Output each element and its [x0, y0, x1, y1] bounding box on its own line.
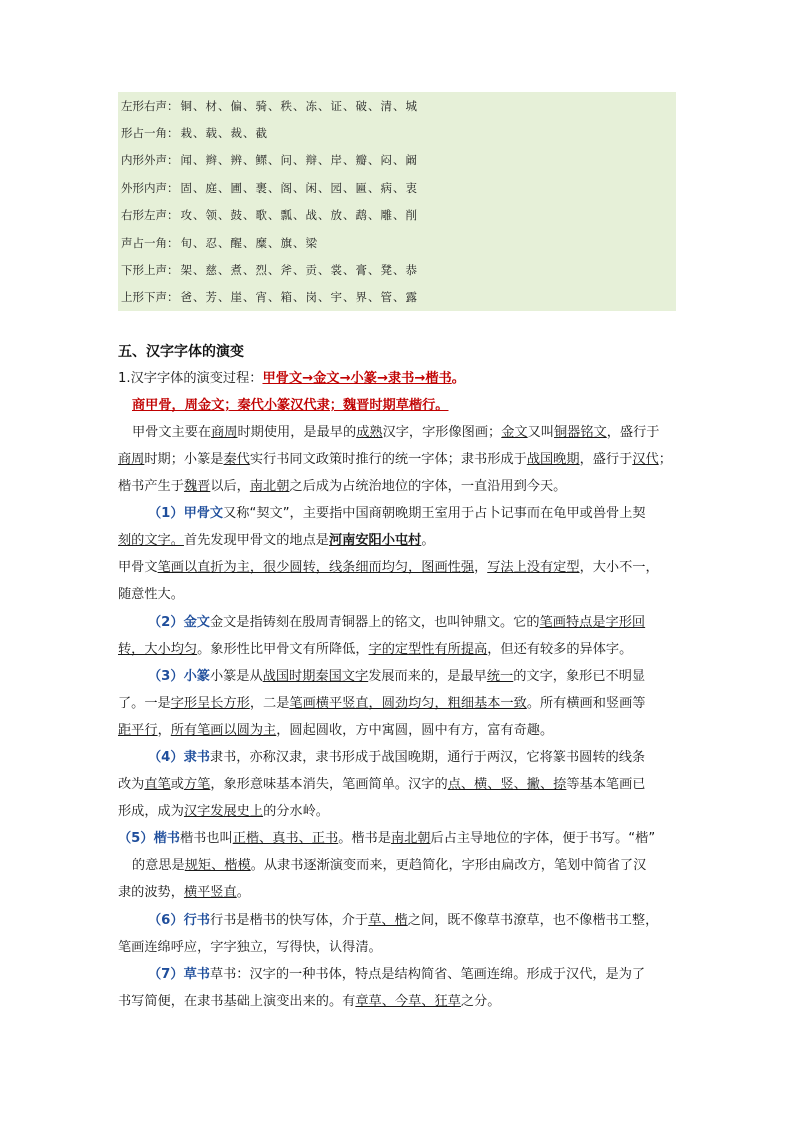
text: 魏晋	[183, 479, 211, 494]
text: 甲骨文主要在	[132, 425, 212, 440]
intro-line-2	[118, 450, 672, 470]
running-line-2	[118, 938, 382, 958]
text: 楷书也叫	[179, 831, 233, 846]
item-number: （5）	[118, 831, 154, 846]
text: ，圆起圆收，方中寓圆，圆中有方，富有奇趣。	[276, 723, 554, 738]
text: 时期；小篆是	[144, 452, 224, 467]
cursive-line-2	[118, 992, 500, 1012]
text: 隶书，亦称汉隶，隶书形成于战国晚期，通行于两汉，它将篆书圆转的线条	[209, 750, 646, 765]
text: 章草、今草、狂草	[355, 994, 461, 1009]
text: 甲骨文	[118, 560, 158, 575]
mnemonic-line	[132, 396, 449, 416]
text: ，二是	[249, 696, 290, 711]
row-label: 内形外声：	[121, 153, 179, 168]
row-chars: 固、庭、圃、裹、阁、闲、园、匾、病、衷	[180, 180, 418, 195]
text: 字的定型性有所提高	[368, 642, 488, 657]
item-name: 草书	[183, 967, 210, 982]
text: 笔画横平竖直，圆劲均匀，粗细基本一致	[289, 696, 527, 711]
table-row	[118, 229, 676, 256]
text: 方笔	[183, 777, 211, 792]
item-number: （1）	[148, 506, 184, 521]
text: 。所有横画和竖画等	[526, 696, 646, 711]
item-name: 甲骨文	[183, 506, 224, 521]
item-name: 楷书	[153, 831, 180, 846]
text: 笔画连绵呼应，字字独立，写得快，认得清。	[118, 940, 382, 955]
oracle-line-1	[148, 504, 646, 524]
process-end: 。	[451, 371, 465, 386]
text: 横平竖直	[183, 885, 237, 900]
text: 秦代	[223, 452, 250, 467]
row-chars: 铜、材、偏、骑、秩、冻、证、破、清、城	[180, 98, 418, 113]
text: 首先发现甲骨文的地点是	[183, 533, 329, 548]
text: 之后成为占统治地位的字体，一直沿用到今天。	[289, 479, 567, 494]
text: 直笔	[144, 777, 171, 792]
text: 点、横、竖、撇、捺	[447, 777, 567, 792]
text: 以后，	[210, 479, 250, 494]
process-line	[118, 369, 465, 389]
text: 规矩、楷模	[184, 858, 251, 873]
oracle-line-2	[118, 531, 435, 551]
text: ，象形意味基本消失，笔画简单。汉字的	[210, 777, 448, 792]
text: ，	[474, 560, 488, 575]
oracle-line-4	[118, 585, 184, 605]
item-number: （4）	[148, 750, 184, 765]
text: 成熟	[356, 425, 383, 440]
text: 。楷书是	[338, 831, 391, 846]
process-chain: 甲骨文→金文→小篆→隶书→楷书	[262, 371, 452, 386]
text: 之分。	[460, 994, 501, 1009]
row-chars: 旬、忍、醒、糜、旗、梁	[180, 235, 318, 250]
text: 。	[236, 885, 250, 900]
text: ，	[157, 723, 171, 738]
item-number: （3）	[148, 669, 184, 684]
bronze-line-1	[148, 613, 645, 633]
text: 又叫	[527, 425, 554, 440]
text: ，盛行于	[579, 452, 633, 467]
row-chars: 闻、辫、辨、鳏、问、辩、岸、瓣、闷、阚	[180, 153, 418, 168]
text: 河南安阳小屯村	[329, 533, 422, 548]
text: 随意性大。	[118, 587, 184, 602]
text: 汉字发展史上	[183, 804, 264, 819]
text: 形成，成为	[118, 804, 184, 819]
text: 等基本笔画已	[566, 777, 646, 792]
text: 改为	[118, 777, 145, 792]
text: 。象形性比甲骨文有所降低，	[197, 642, 369, 657]
text: 的文字，象形已不明显	[513, 669, 646, 684]
text: 的分水岭。	[263, 804, 329, 819]
text: 金文	[501, 425, 528, 440]
text: 发展而来的，是最早	[368, 669, 487, 684]
table-row	[118, 256, 676, 283]
row-label: 下形上声：	[121, 263, 179, 278]
text: 汉字，字形像图画；	[382, 425, 502, 440]
table-row	[118, 202, 676, 229]
text: 了。一是	[118, 696, 171, 711]
text: ，大小不一，	[579, 560, 659, 575]
item-number: （2）	[148, 615, 184, 630]
table-row	[118, 119, 676, 146]
text: 楷书产生于	[118, 479, 184, 494]
text: 笔画特点是字形回	[539, 615, 646, 630]
seal-line-2	[118, 694, 646, 714]
row-chars: 攻、领、鼓、歌、瓢、战、放、鹉、雕、削	[180, 208, 418, 223]
regular-line-1	[118, 829, 655, 849]
running-line-1	[148, 911, 658, 931]
text: 后占主导地位的字体，便于书写。“楷”	[430, 831, 656, 846]
text: 统一	[486, 669, 514, 684]
row-chars: 架、慈、煮、烈、斧、贡、裳、膏、凳、恭	[180, 263, 418, 278]
cursive-line-1	[148, 965, 645, 985]
clerical-line-3	[118, 802, 329, 822]
text: 金文是指铸刻在殷周青铜器上的铭文，也叫钟鼎文。它的	[209, 615, 540, 630]
text: 草、楷	[368, 913, 408, 928]
text: 汉代	[632, 452, 659, 467]
text: 的意思是	[132, 858, 185, 873]
text: 。从隶书逐渐演变而来，更趋简化，字形由扁改方，笔划中简省了汉	[250, 858, 647, 873]
text: 书写简便，在隶书基础上演变出来的。有	[118, 994, 356, 1009]
text: 铜器铭文	[554, 425, 607, 440]
text: 商周	[118, 452, 145, 467]
item-number: （6）	[148, 913, 184, 928]
item-name: 行书	[183, 913, 210, 928]
item-name: 隶书	[183, 750, 210, 765]
seal-line-3	[118, 721, 553, 741]
text: 又称“契文”，主要指中国商朝晚期王室用于占卜记事而在龟甲或兽骨上契	[223, 506, 646, 521]
row-label: 右形左声：	[121, 208, 179, 223]
row-label: 外形内声：	[121, 180, 179, 195]
table-row	[118, 174, 676, 201]
text: 时期使用，是最早的	[237, 425, 357, 440]
text: 或	[170, 777, 184, 792]
text: ；	[658, 452, 672, 467]
process-prefix: 1.汉字字体的演变过程：	[118, 371, 263, 386]
text: 距平行	[118, 723, 158, 738]
text: 南北朝	[390, 831, 431, 846]
text: 战国时期秦国文字	[262, 669, 369, 684]
regular-line-3	[118, 883, 250, 903]
text: 小篆是从	[209, 669, 263, 684]
text: 字形呈长方形	[170, 696, 250, 711]
row-label: 形占一角：	[121, 126, 179, 141]
text: 笔画以直折为主，很少圆转，线条细而均匀，图画性强	[157, 560, 475, 575]
text: 转，大小均匀	[118, 642, 198, 657]
intro-line-1	[132, 423, 660, 443]
row-label: 声占一角：	[121, 235, 179, 250]
text: 实行书同文政策时推行的统一字体；隶书形成于	[249, 452, 527, 467]
text: 刻的文字。	[118, 533, 184, 548]
text: 南北朝	[249, 479, 290, 494]
row-chars: 爸、芳、崖、宵、箱、岗、宇、界、管、露	[180, 290, 418, 305]
table-row	[118, 147, 676, 174]
bronze-line-2	[118, 640, 632, 660]
text: 隶的波势，	[118, 885, 184, 900]
mnemonic-text: 商甲骨，周金文；秦代小篆汉代隶；魏晋时期草楷行。	[132, 398, 449, 413]
char-structure-table	[118, 92, 676, 311]
regular-line-2	[132, 856, 646, 876]
clerical-line-2	[118, 775, 646, 795]
intro-line-3	[118, 477, 566, 497]
section-title: 五、汉字字体的演变	[118, 344, 244, 360]
row-chars: 栽、载、裁、截	[180, 126, 268, 141]
text: 行书是楷书的快写体，介于	[209, 913, 369, 928]
seal-line-1	[148, 667, 645, 687]
text: 。	[421, 533, 435, 548]
item-name: 小篆	[183, 669, 210, 684]
text: 写法上没有定型	[487, 560, 580, 575]
text: 之间，既不像草书潦草，也不像楷书工整，	[407, 913, 659, 928]
clerical-line-1	[148, 748, 645, 768]
table-row	[118, 284, 676, 311]
text: 战国晚期	[526, 452, 580, 467]
text: 正楷、真书、正书	[232, 831, 339, 846]
row-label: 左形右声：	[121, 98, 179, 113]
oracle-line-3	[118, 558, 659, 578]
table-row	[118, 92, 676, 119]
text: ，盛行于	[606, 425, 660, 440]
row-label: 上形下声：	[121, 290, 179, 305]
item-name: 金文	[183, 615, 210, 630]
text: ，但还有较多的异体字。	[487, 642, 633, 657]
text: 商周	[211, 425, 238, 440]
text: 所有笔画以圆为主	[170, 723, 277, 738]
item-number: （7）	[148, 967, 184, 982]
text: 草书：汉字的一种书体，特点是结构简省、笔画连绵。形成于汉代，是为了	[209, 967, 646, 982]
